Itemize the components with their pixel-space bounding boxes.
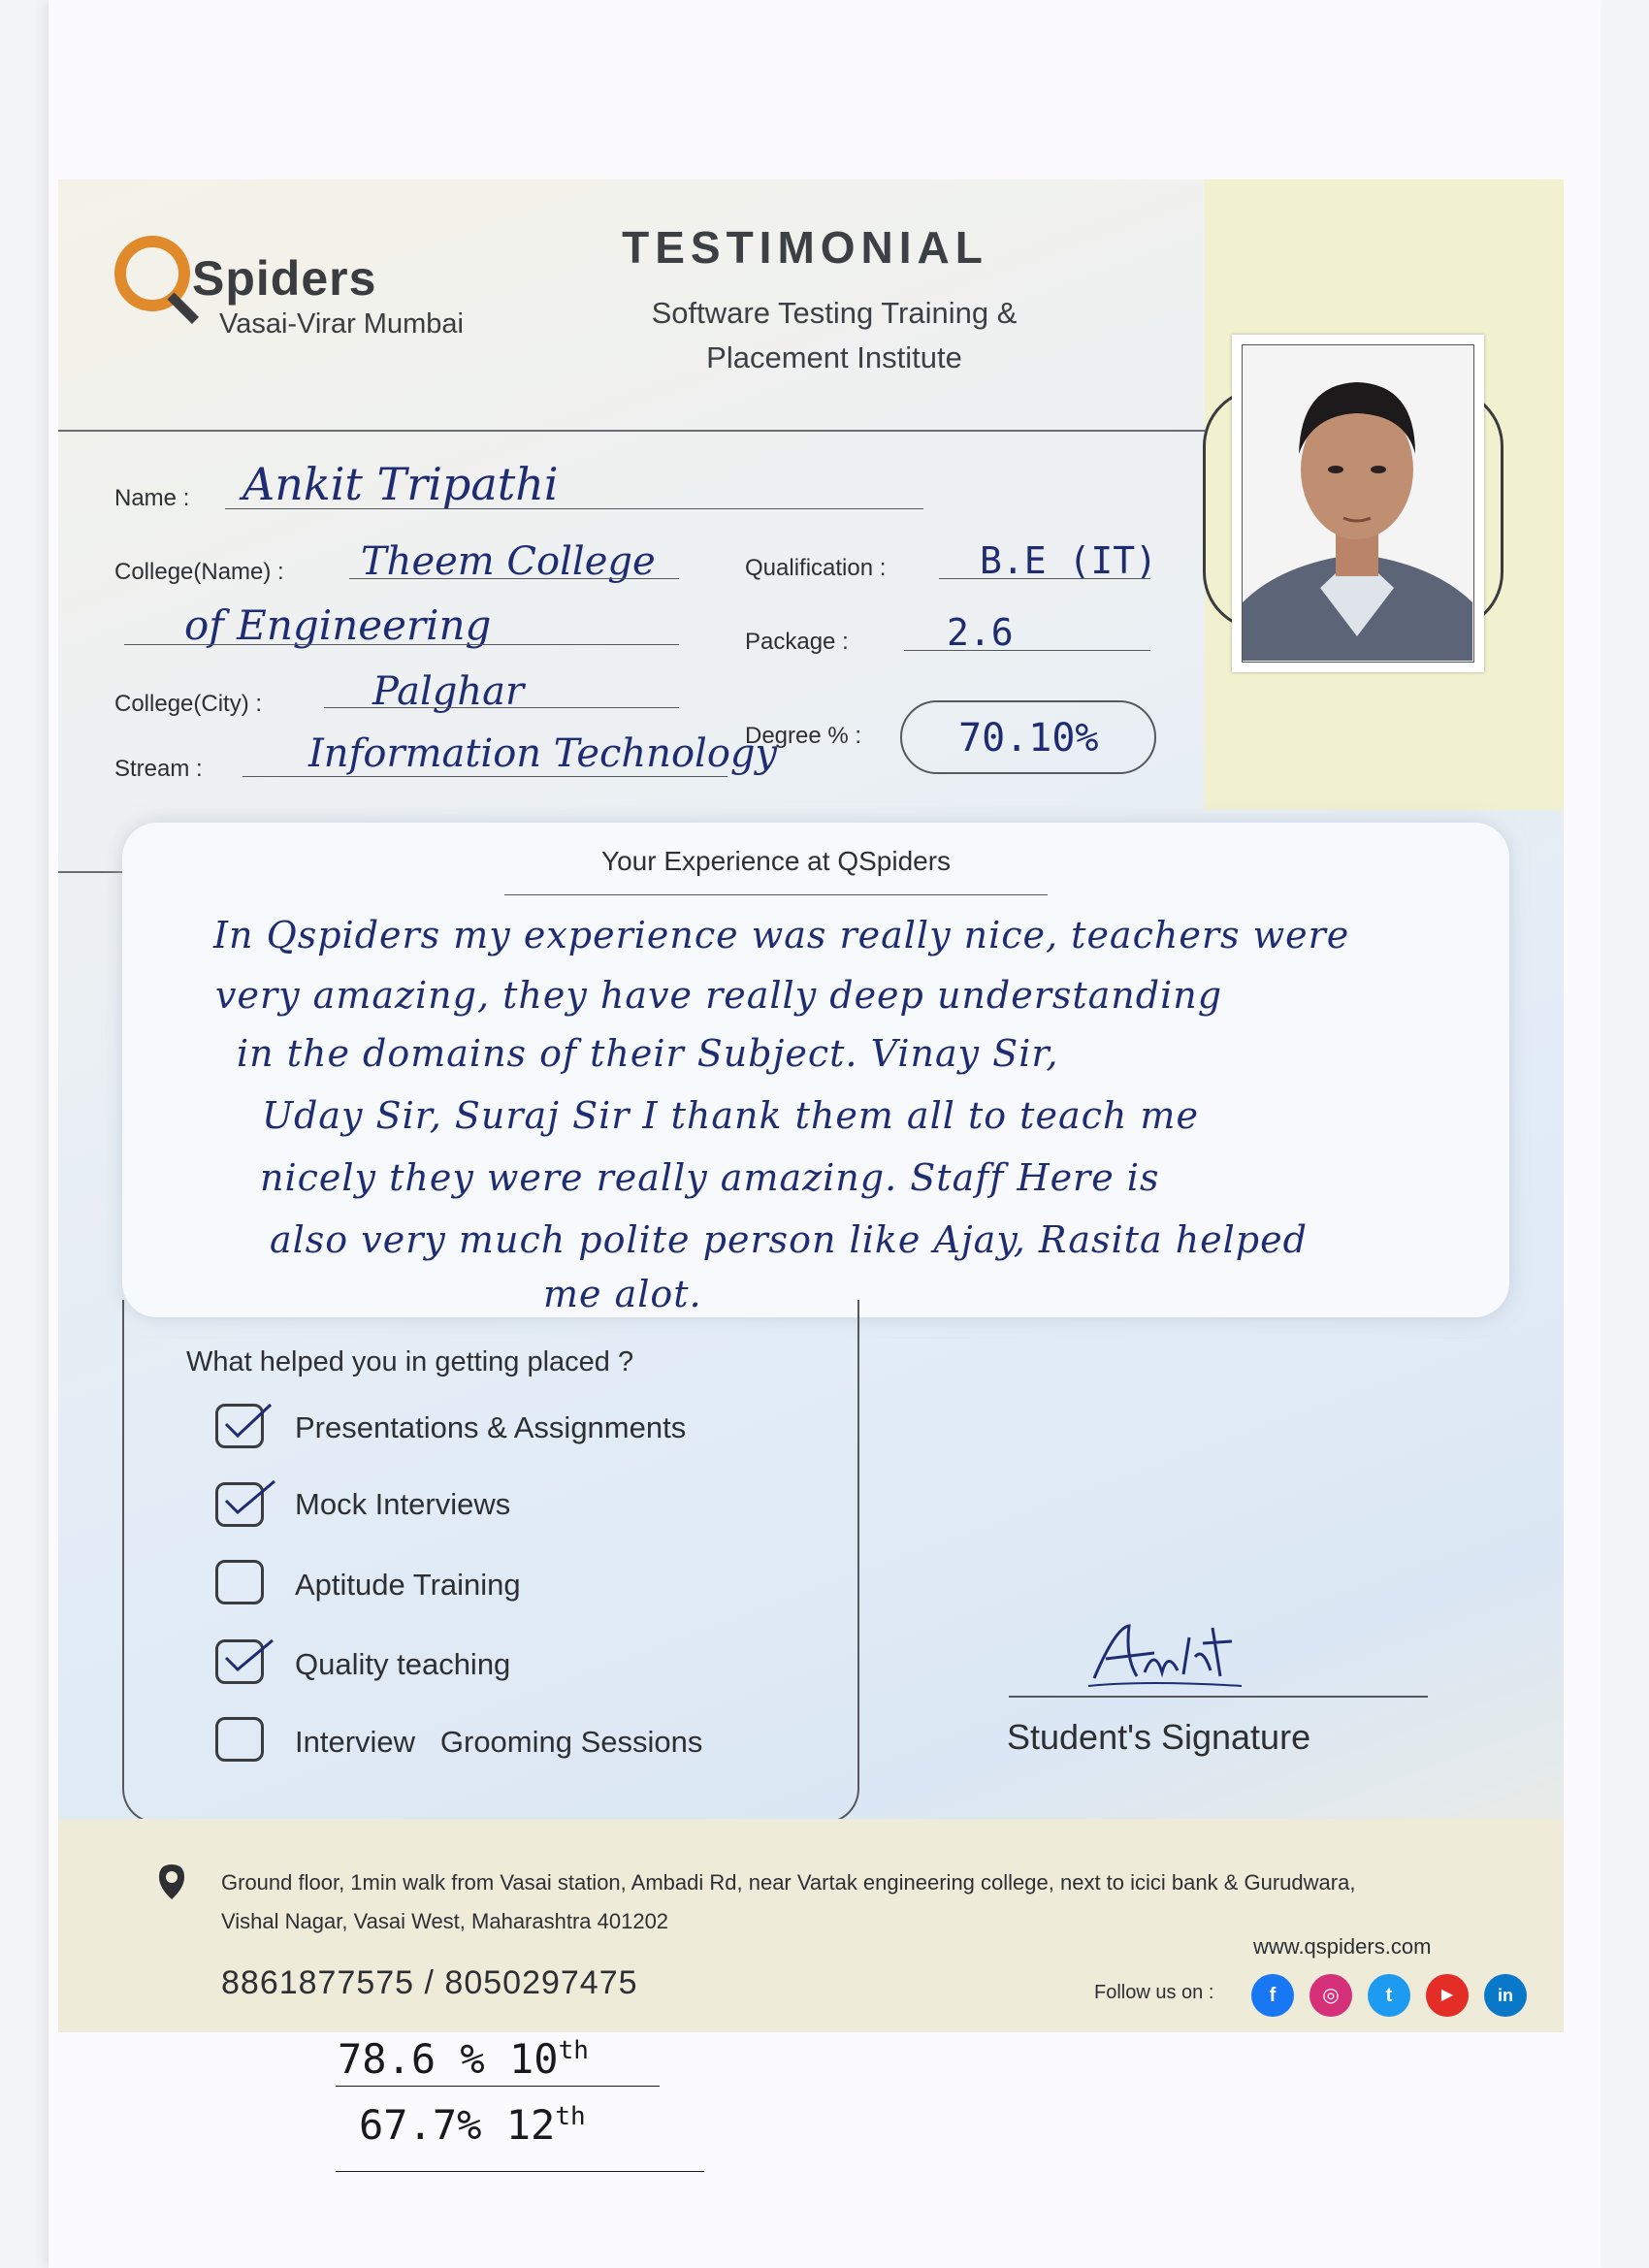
- marks-underline: [336, 2171, 704, 2172]
- checkbox-presentations[interactable]: [215, 1404, 264, 1448]
- location-pin-icon: [157, 1863, 186, 1901]
- checkbox-grooming[interactable]: [215, 1717, 264, 1762]
- signature-caption: Student's Signature: [1007, 1717, 1311, 1757]
- checkbox-mock-interviews[interactable]: [215, 1482, 264, 1527]
- experience-title-underline: [504, 894, 1048, 895]
- brand-location: Vasai-Virar Mumbai: [219, 308, 464, 340]
- check-mark-icon: [220, 1479, 278, 1518]
- package-value: 2.6: [947, 611, 1014, 654]
- option-label: Aptitude Training: [295, 1568, 521, 1602]
- name-underline: [225, 508, 923, 509]
- subtitle-line-1: Software Testing Training &: [651, 296, 1018, 330]
- experience-line: Uday Sir, Suraj Sir I thank them all to teach me: [262, 1094, 1199, 1137]
- stream-underline: [242, 776, 728, 777]
- facebook-icon[interactable]: f: [1251, 1974, 1294, 2017]
- option-label: Presentations & Assignments: [295, 1410, 687, 1444]
- experience-line: in the domains of their Subject. Vinay Sir,: [237, 1032, 1059, 1075]
- check-mark-icon: [220, 1403, 275, 1442]
- page-title: TESTIMONIAL: [622, 222, 988, 273]
- signature-line: [1009, 1696, 1428, 1698]
- tenth-marks-suffix: th: [558, 2036, 589, 2065]
- college-label: College(Name) :: [114, 559, 284, 585]
- address-line: Ground floor, 1min walk from Vasai station, Ambadi Rd, near Vartak engineering college, next to icici bank & Gurudwara,: [221, 1870, 1356, 1895]
- college-value: Theem College: [361, 539, 656, 584]
- college-underline: [349, 578, 679, 579]
- qualification-label: Qualification :: [745, 555, 887, 581]
- twitter-icon[interactable]: t: [1368, 1974, 1410, 2017]
- brand-name: Spiders: [192, 251, 377, 306]
- placement-question: What helped you in getting placed ?: [186, 1346, 634, 1377]
- checkbox-quality-teaching[interactable]: [215, 1639, 264, 1684]
- option-label: Quality teaching: [295, 1647, 511, 1681]
- experience-title: Your Experience at QSpiders: [600, 846, 952, 876]
- page-subtitle: [582, 291, 1086, 380]
- city-value: Palghar: [372, 669, 525, 714]
- experience-line: me alot.: [543, 1273, 702, 1315]
- package-underline: [904, 650, 1150, 651]
- option-label: Interview Grooming Sessions: [295, 1725, 703, 1759]
- instagram-icon[interactable]: ◎: [1310, 1974, 1352, 2017]
- address-line: Vishal Nagar, Vasai West, Maharashtra 401202: [221, 1909, 669, 1933]
- experience-line: very amazing, they have really deep understanding: [215, 974, 1223, 1017]
- option-label: Mock Interviews: [295, 1487, 511, 1521]
- qualification-underline: [939, 578, 1150, 579]
- tenth-marks-grade: 10: [509, 2035, 559, 2083]
- linkedin-icon[interactable]: in: [1484, 1974, 1527, 2017]
- experience-line: In Qspiders my experience was really nice, teachers were: [213, 914, 1350, 956]
- stream-label: Stream :: [114, 756, 203, 782]
- marks-divider: [336, 2086, 660, 2087]
- college-underline-2: [124, 644, 679, 645]
- name-value: Ankit Tripathi: [242, 458, 559, 510]
- degree-value: 70.10%: [958, 716, 1099, 761]
- follow-label: Follow us on :: [1094, 1982, 1214, 2003]
- student-photo: [1232, 335, 1484, 672]
- website-link[interactable]: www.qspiders.com: [1253, 1934, 1432, 1959]
- phone-numbers: 8861877575 / 8050297475: [221, 1964, 638, 2001]
- twelfth-marks-value: 67.7%: [359, 2101, 482, 2149]
- youtube-icon[interactable]: ▶: [1426, 1974, 1469, 2017]
- twelfth-marks: [359, 2101, 586, 2149]
- twelfth-marks-grade: 12: [505, 2101, 556, 2149]
- portrait-icon: [1243, 345, 1472, 661]
- experience-line: nicely they were really amazing. Staff Here is: [260, 1156, 1160, 1199]
- college-value-cont: of Engineering: [184, 601, 492, 649]
- check-mark-icon: [220, 1636, 276, 1675]
- city-label: College(City) :: [114, 691, 263, 717]
- city-underline: [324, 707, 679, 708]
- package-label: Package :: [745, 629, 849, 655]
- stream-value: Information Technology: [308, 731, 778, 776]
- header-divider: [58, 430, 1205, 432]
- name-label: Name :: [114, 485, 190, 511]
- tenth-marks-value: 78.6 %: [338, 2035, 485, 2083]
- tenth-marks: [338, 2035, 589, 2083]
- degree-label: Degree % :: [745, 723, 862, 749]
- signature-image: [1086, 1618, 1251, 1696]
- checkbox-aptitude[interactable]: [215, 1560, 264, 1604]
- experience-line: also very much polite person like Ajay, Rasita helped: [270, 1218, 1308, 1261]
- left-divider-stub: [58, 871, 122, 873]
- subtitle-line-2: Placement Institute: [706, 340, 962, 374]
- qualification-value: B.E (IT): [980, 539, 1158, 582]
- twelfth-marks-suffix: th: [555, 2102, 586, 2131]
